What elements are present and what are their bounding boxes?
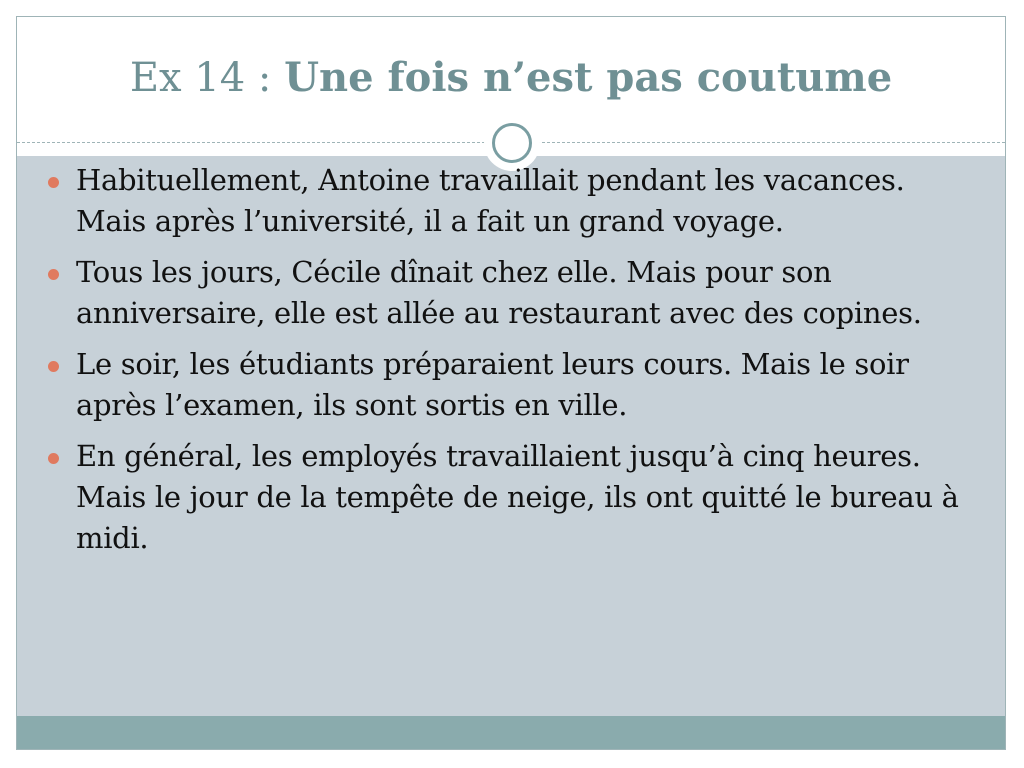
bullet-item bbox=[56, 436, 961, 559]
bullet-dot-icon bbox=[48, 361, 59, 372]
title-prefix: Ex 14 : bbox=[129, 55, 285, 101]
bullet-text: En général, les employés travaillaient jusqu’à cinq heures. Mais le jour de la tempête de neige, ils ont quitté le bureau à midi. bbox=[76, 439, 959, 555]
footer-band bbox=[17, 716, 1005, 750]
bullet-item bbox=[56, 160, 961, 242]
bullet-list bbox=[56, 160, 961, 569]
slide-title bbox=[17, 53, 1005, 103]
bullet-item bbox=[56, 344, 961, 426]
ornament-ring bbox=[492, 123, 532, 163]
bullet-dot-icon bbox=[48, 269, 59, 280]
bullet-item bbox=[56, 252, 961, 334]
bullet-text: Le soir, les étudiants préparaient leurs cours. Mais le soir après l’examen, ils sont sortis en ville. bbox=[76, 347, 909, 422]
bullet-text: Habituellement, Antoine travaillait pendant les vacances. Mais après l’université, il a fait un grand voyage. bbox=[76, 163, 905, 238]
bullet-dot-icon bbox=[48, 177, 59, 188]
title-main: Une fois n’est pas coutume bbox=[284, 54, 893, 101]
bullet-dot-icon bbox=[48, 453, 59, 464]
bullet-text: Tous les jours, Cécile dînait chez elle. Mais pour son anniversaire, elle est allée au restaurant avec des copines. bbox=[76, 255, 922, 330]
